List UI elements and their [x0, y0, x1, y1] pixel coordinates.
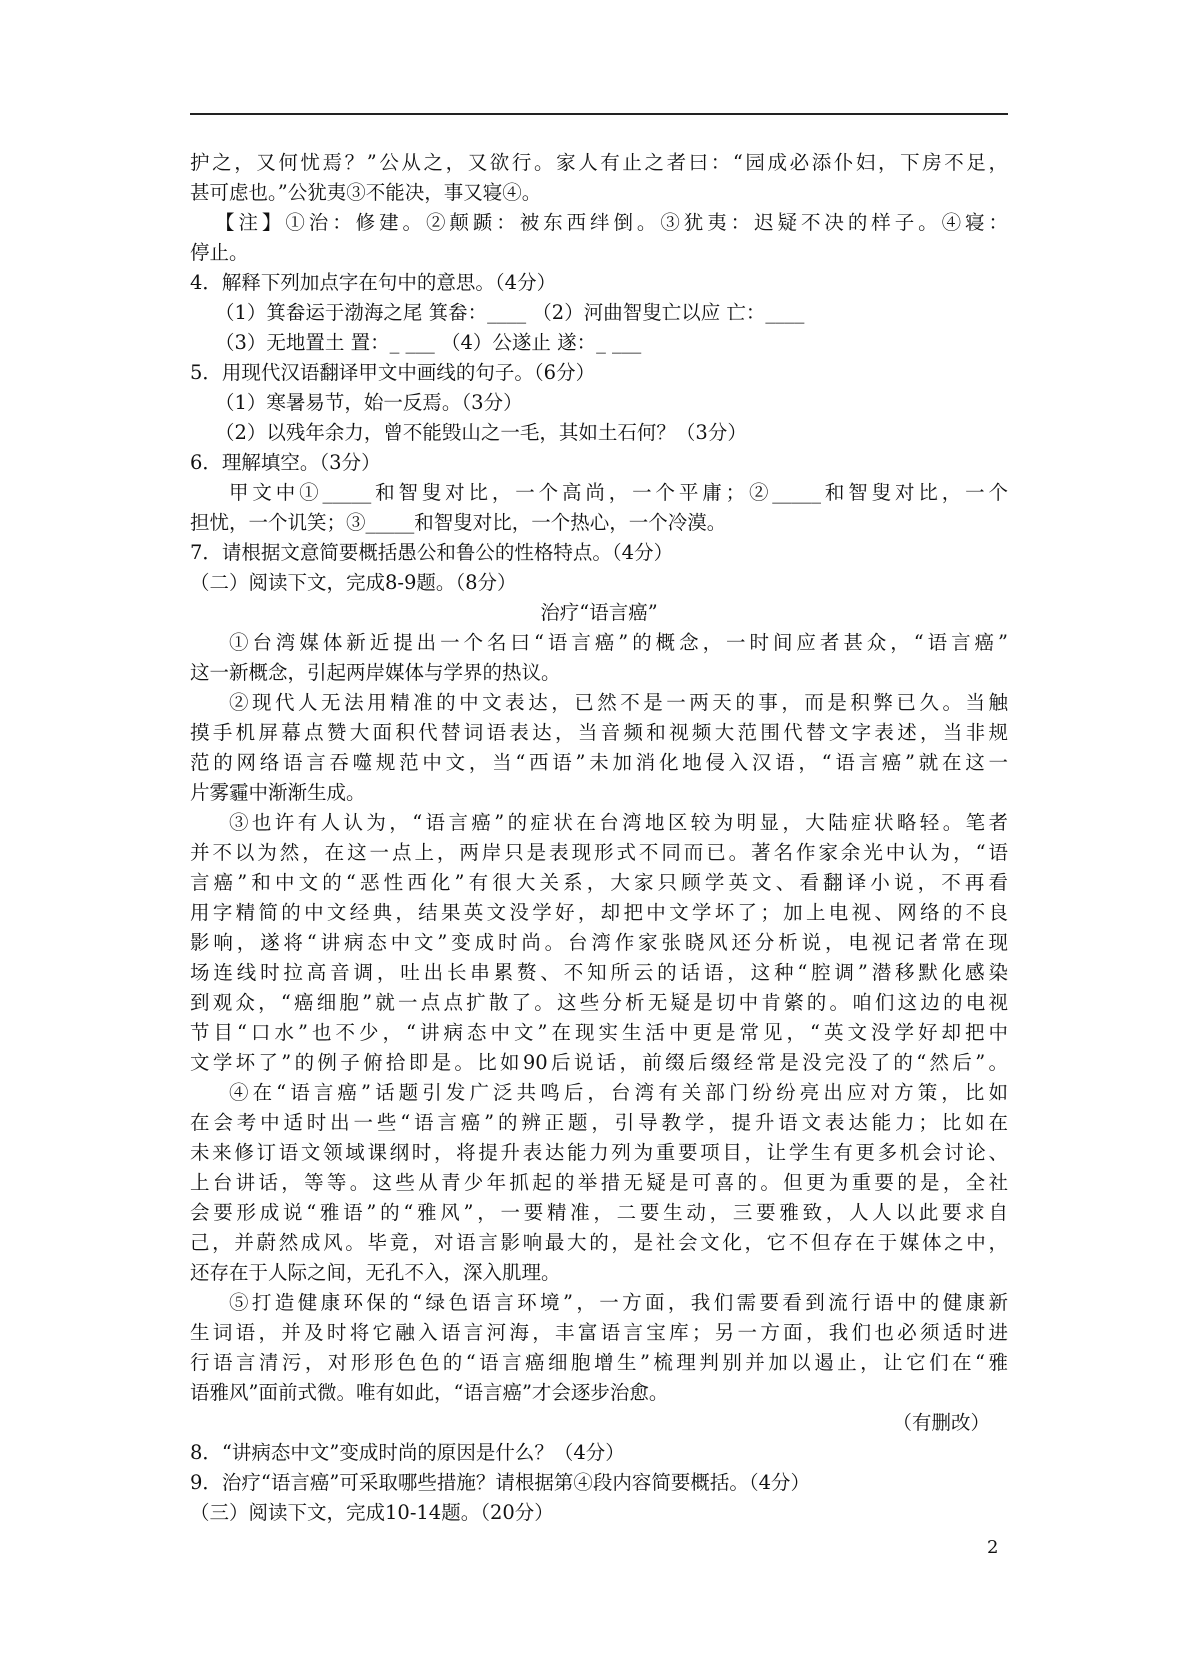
paragraph-4: 在会考中适时出一些“语言癌”的辨正题，引导教学，提升语文表达能力；比如在: [190, 1111, 1008, 1134]
question-5: 5．用现代汉语翻译甲文中画线的句子。（6分）: [190, 361, 596, 384]
paragraph-3: 影响，遂将“讲病态中文”变成时尚。台湾作家张晓风还分析说，电视记者常在现: [190, 931, 1008, 954]
paragraph-5: 行语言清污，对形形色色的“语言癌细胞增生”梳理判别并加以遏止，让它们在“雅: [190, 1351, 1008, 1374]
question-7: 7．请根据文意简要概括愚公和鲁公的性格特点。（4分）: [190, 541, 674, 564]
question-5-item-2: （2）以残年余力，曾不能毁山之一毛，其如土石何？（3分）: [215, 421, 747, 444]
paragraph-3: 并不以为然，在这一点上，两岸只是表现形式不同而已。著名作家余光中认为，“语: [190, 841, 1008, 864]
header-rule: [190, 113, 1008, 115]
text-line: 停止。: [190, 241, 249, 264]
paragraph-5: ⑤打造健康环保的“绿色语言环境”，一方面，我们需要看到流行语中的健康新: [229, 1291, 1008, 1314]
paragraph-2: 范的网络语言吞噬规范中文，当“西语”未加消化地侵入汉语，“语言癌”就在这一: [190, 751, 1008, 774]
paragraph-4: 未来修订语文领域课纲时，将提升表达能力列为重要项目，让学生有更多机会讨论、: [190, 1141, 1008, 1164]
paragraph-4: 还存在于人际之间，无孔不入，深入肌理。: [190, 1261, 561, 1284]
page-number: 2: [987, 1537, 999, 1558]
paragraph-2: 摸手机屏幕点赞大面积代替词语表达，当音频和视频大范围代替文字表述，当非规: [190, 721, 1008, 744]
paragraph-3: 文学坏了”的例子俯拾即是。比如90后说话，前缀后缀经常是没完没了的“然后”。: [190, 1051, 1008, 1074]
source-note: （有删改）: [892, 1411, 990, 1434]
text-line: 护之，又何忧焉？”公从之，又欲行。家人有止之者曰：“园成必添仆妇，下房不足，: [190, 151, 1008, 174]
text-line: 甚可虑也。”公犹夷③不能决，事又寝④。: [190, 181, 542, 204]
paragraph-1: ①台湾媒体新近提出一个名曰“语言癌”的概念，一时间应者甚众，“语言癌”: [229, 631, 1008, 654]
paragraph-5: 语雅风”面前式微。唯有如此，“语言癌”才会逐步治愈。: [190, 1381, 669, 1404]
question-5-item-1: （1）寒暑易节，始一反焉。（3分）: [215, 391, 523, 414]
paragraph-2: 片雾霾中渐渐生成。: [190, 781, 366, 804]
document-body: [190, 148, 1008, 1528]
question-8: 8．“讲病态中文”变成时尚的原因是什么？（4分）: [190, 1441, 625, 1464]
question-4-items-2: （3）无地置土 置：_ ___ （4）公遂止 遂：_ ___: [215, 331, 642, 354]
paragraph-3: 言癌”和中文的“恶性西化”有很大关系，大家只顾学英文、看翻译小说，不再看: [190, 871, 1008, 894]
question-9: 9．治疗“语言癌”可采取哪些措施？请根据第④段内容简要概括。（4分）: [190, 1471, 811, 1494]
paragraph-4: 会要形成说“雅语”的“雅风”，一要精准，二要生动，三要雅致，人人以此要求自: [190, 1201, 1008, 1224]
paragraph-4: 己，并蔚然成风。毕竟，对语言影响最大的，是社会文化，它不但存在于媒体之中，: [190, 1231, 1008, 1254]
paragraph-3: 节目“口水”也不少，“讲病态中文”在现实生活中更是常见，“英文没学好却把中: [190, 1021, 1008, 1044]
paragraph-3: 用字精简的中文经典，结果英文没学好，却把中文学坏了；加上电视、网络的不良: [190, 901, 1008, 924]
paragraph-3: 场连线时拉高音调，吐出长串累赘、不知所云的话语，这种“腔调”潜移默化感染: [190, 961, 1008, 984]
question-6: 6．理解填空。（3分）: [190, 451, 381, 474]
section-heading: （三）阅读下文，完成10-14题。（20分）: [190, 1501, 554, 1524]
section-heading: （二）阅读下文，完成8-9题。（8分）: [190, 571, 517, 594]
paragraph-3: 到观众，“癌细胞”就一点点扩散了。这些分析无疑是切中肯綮的。咱们这边的电视: [190, 991, 1008, 1014]
paragraph-2: ②现代人无法用精准的中文表达，已然不是一两天的事，而是积弊已久。当触: [229, 691, 1008, 714]
paragraph-3: ③也许有人认为，“语言癌”的症状在台湾地区较为明显，大陆症状略轻。笔者: [229, 811, 1008, 834]
paragraph-1: 这一新概念，引起两岸媒体与学界的热议。: [190, 661, 561, 684]
paragraph-4: ④在“语言癌”话题引发广泛共鸣后，台湾有关部门纷纷亮出应对方策，比如: [229, 1081, 1008, 1104]
article-title: 治疗“语言癌”: [540, 601, 658, 624]
paragraph-4: 上台讲话，等等。这些从青少年抓起的举措无疑是可喜的。但更为重要的是，全社: [190, 1171, 1008, 1194]
question-4-items-1: （1）箕畚运于渤海之尾 箕畚：____ （2）河曲智叟亡以应 亡：____: [215, 301, 805, 324]
question-6-body: 担忧，一个讥笑；③_____和智叟对比，一个热心，一个冷漠。: [190, 511, 727, 534]
question-4: 4．解释下列加点字在句中的意思。（4分）: [190, 271, 557, 294]
annotation-note: 【注】①治：修建。②颠踬：被东西绊倒。③犹夷：迟疑不决的样子。④寝：: [215, 211, 1008, 234]
question-6-body: 甲文中①_____和智叟对比，一个高尚，一个平庸；②_____和智叟对比，一个: [229, 481, 1008, 504]
paragraph-5: 生词语，并及时将它融入语言河海，丰富语言宝库；另一方面，我们也必须适时进: [190, 1321, 1008, 1344]
